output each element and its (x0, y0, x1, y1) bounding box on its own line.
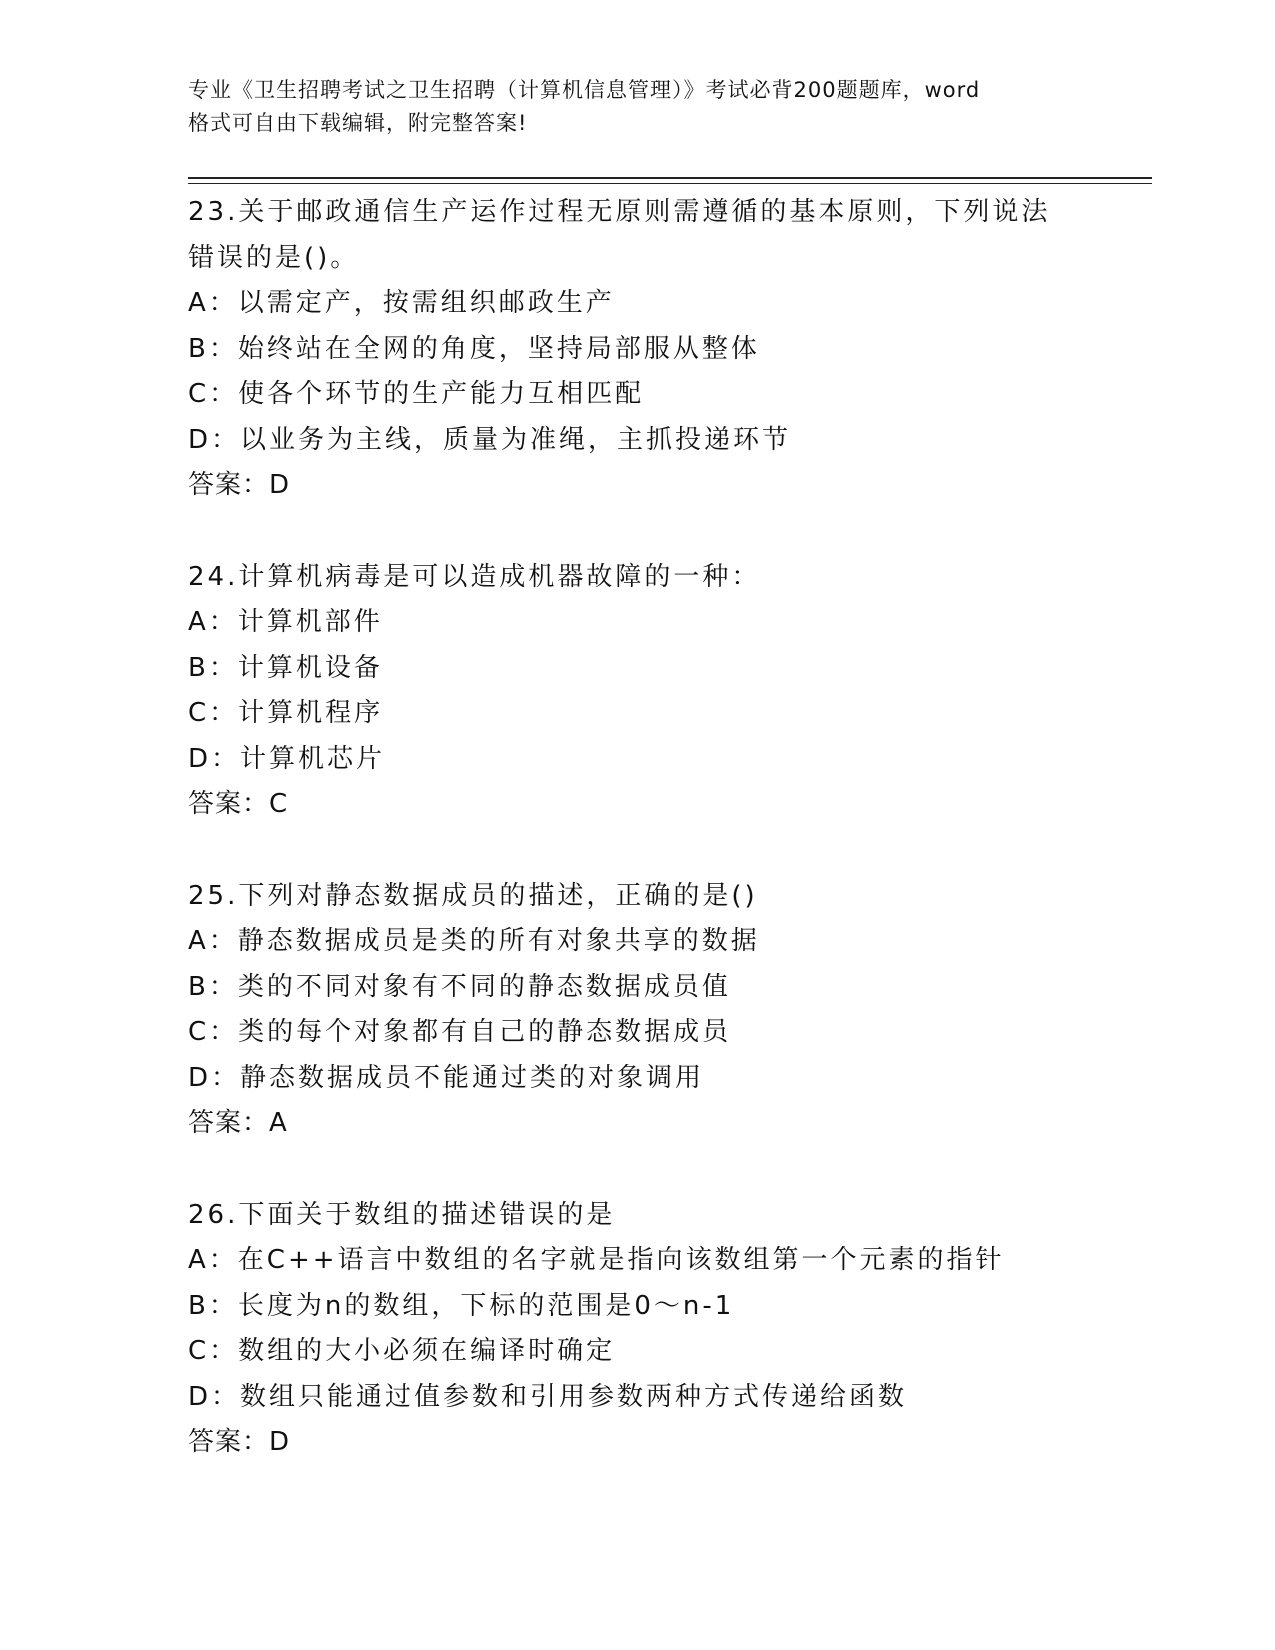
question-23 (188, 190, 1088, 509)
option-a: A：以需定产，按需组织邮政生产 (188, 288, 615, 318)
question-stem: 24.计算机病毒是可以造成机器故障的一种： (188, 561, 761, 592)
option-c: C：使各个环节的生产能力互相匹配 (188, 379, 645, 409)
answer: 答案：C (188, 789, 289, 819)
question-26 (188, 1193, 1088, 1466)
header-line-2: 格式可自由下载编辑，附完整答案! (188, 111, 528, 135)
option-c: C：数组的大小必须在编译时确定 (188, 1336, 616, 1366)
question-25 (188, 874, 1088, 1147)
option-c: C：计算机程序 (188, 698, 384, 728)
option-d: D：数组只能通过值参数和引用参数两种方式传递给函数 (188, 1381, 908, 1412)
answer: 答案：A (188, 1108, 288, 1138)
option-b: B：类的不同对象有不同的静态数据成员值 (188, 971, 731, 1002)
option-a: A：在C++语言中数组的名字就是指向该数组第一个元素的指针 (188, 1245, 1005, 1275)
header-divider-thin (188, 183, 1152, 184)
question-24 (188, 555, 1088, 828)
option-c: C：类的每个对象都有自己的静态数据成员 (188, 1017, 732, 1047)
question-stem: 25.下列对静态数据成员的描述，正确的是() (188, 880, 758, 911)
header-line-1: 专业《卫生招聘考试之卫生招聘（计算机信息管理）》考试必背200题题库，word (188, 78, 981, 102)
answer: 答案：D (188, 470, 291, 500)
option-a: A：计算机部件 (188, 607, 383, 637)
option-a: A：静态数据成员是类的所有对象共享的数据 (188, 926, 760, 956)
answer: 答案：D (188, 1427, 291, 1457)
option-d: D：计算机芯片 (188, 743, 386, 774)
header-divider-thick (188, 177, 1152, 179)
document-header (188, 74, 1088, 140)
question-stem: 26.下面关于数组的描述错误的是 (188, 1199, 616, 1230)
question-list (188, 190, 1088, 1512)
option-b: B：始终站在全网的角度，坚持局部服从整体 (188, 333, 760, 364)
option-b: B：计算机设备 (188, 652, 383, 683)
question-stem: 23.关于邮政通信生产运作过程无原则需遵循的基本原则，下列说法错误的是()。 (188, 197, 1051, 273)
option-d: D：以业务为主线，质量为准绳，主抓投递环节 (188, 424, 792, 455)
option-b: B：长度为n的数组，下标的范围是0～n-1 (188, 1290, 735, 1321)
option-d: D：静态数据成员不能通过类的对象调用 (188, 1062, 705, 1093)
